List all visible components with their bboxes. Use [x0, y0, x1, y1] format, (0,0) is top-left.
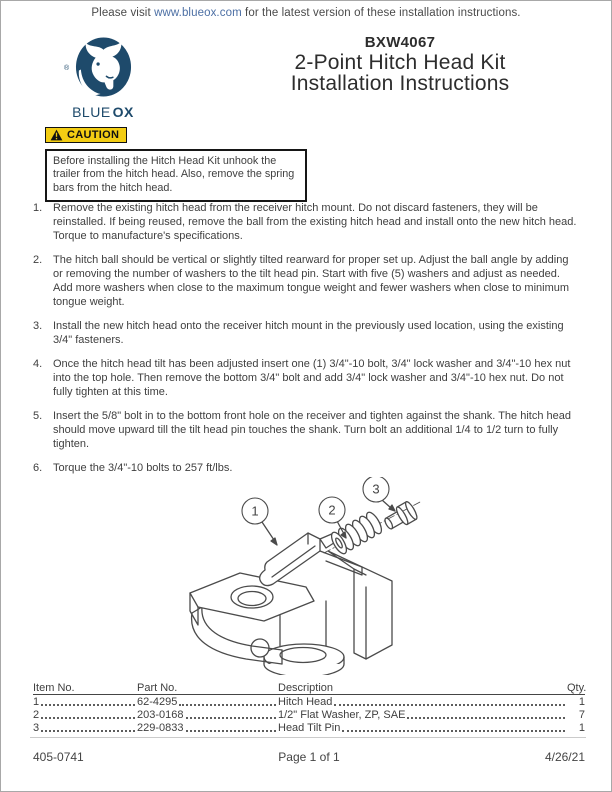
qty: 1 — [578, 696, 585, 708]
item-no: 2 — [33, 709, 40, 721]
dot-leader — [407, 717, 565, 719]
caution-text: Before installing the Hitch Head Kit unhook the trailer from the hitch head. Also, remove the spring bars from the hitch head. — [45, 149, 307, 203]
col-qty: Qty. — [567, 682, 587, 694]
dot-leader — [179, 704, 276, 706]
brand-ox: OX — [112, 104, 134, 120]
qty: 7 — [578, 709, 585, 721]
qty: 1 — [578, 722, 585, 734]
col-description: Description — [278, 682, 334, 694]
notice-prefix: Please visit — [91, 7, 155, 19]
step-text: Remove the existing hitch head from the receiver hitch mount. Do not discard fasteners, they will be reinstalled. If being reused, remove the ball from the existing hitch head and install onto the new hitch head. Torque to manufacture's specifications. — [53, 202, 577, 242]
title-block — [230, 34, 570, 93]
item-no: 1 — [33, 696, 40, 708]
caution-section — [45, 127, 307, 202]
dot-leader — [186, 717, 277, 719]
step-number: 3. — [33, 320, 43, 332]
bull-icon — [74, 37, 133, 98]
callout-1: 1 — [251, 503, 259, 519]
item-no: 3 — [33, 722, 40, 734]
step-number: 4. — [33, 358, 43, 370]
product-title: 2-Point Hitch Head Kit — [294, 51, 506, 74]
col-part-no: Part No. — [137, 682, 178, 694]
update-notice — [0, 7, 612, 19]
brand-wordmark — [72, 104, 134, 120]
part-no: 62-4295 — [137, 696, 178, 708]
step-text: Insert the 5/8" bolt in to the bottom front hole on the receiver and tighten against the shank. The hitch head should move upward till the tilt head pin touches the shank. Turn bolt an additional 1/4 to 1/2 turn to fully tighten. — [53, 410, 571, 450]
part-no: 203-0168 — [137, 709, 184, 721]
dot-leader — [334, 704, 565, 706]
parts-table-header — [33, 681, 585, 695]
dot-leader — [342, 730, 565, 732]
caution-header — [45, 127, 127, 143]
step-text: The hitch ball should be vertical or slightly tilted rearward for proper set up. Adjust the ball angle by adding or removing the number of washers to the tilt head pin. Start with five (5) washers and adjust as needed. Add more washers when close to the maximum tongue weight and fewer washers when close to minimum tongue weight. — [53, 254, 570, 308]
description: Hitch Head — [278, 696, 333, 708]
part-no: 229-0833 — [137, 722, 184, 734]
notice-suffix: for the latest version of these installation instructions. — [241, 7, 521, 19]
dot-leader — [41, 717, 135, 719]
blueox-link[interactable]: www.blueox.com — [154, 7, 242, 19]
blueox-logo — [64, 37, 134, 120]
brand-blue: BLUE — [72, 104, 111, 120]
table-row — [33, 695, 585, 708]
page-footer — [33, 750, 585, 764]
description: 1/2" Flat Washer, ZP, SAE — [278, 709, 406, 721]
step-number: 2. — [33, 254, 43, 266]
model-number: BXW4067 — [364, 34, 436, 51]
revision-date: 4/26/21 — [544, 750, 585, 764]
step-text: Once the hitch head tilt has been adjusted insert one (1) 3/4"-10 bolt, 3/4" lock washer and 3/4"-10 hex nut into the top hole. Then remove the bottom 3/4" bolt and add 3/4" lock washer and 3/4"-10 hex nut. Do not fully tighten at this time. — [53, 358, 571, 398]
instruction-steps — [33, 201, 579, 485]
footer-divider — [30, 737, 586, 738]
step-number: 5. — [33, 410, 43, 422]
caution-label: CAUTION — [67, 128, 120, 141]
col-item-no: Item No. — [33, 682, 75, 694]
parts-table — [33, 681, 585, 734]
callout-2: 2 — [328, 502, 336, 518]
step-2 — [33, 253, 579, 309]
step-3 — [33, 319, 579, 347]
step-number: 1. — [33, 202, 43, 214]
document-number: 405-0741 — [33, 750, 84, 764]
warning-triangle-icon — [50, 129, 63, 141]
dot-leader — [41, 704, 135, 706]
step-number: 6. — [33, 462, 43, 474]
hitch-head-drawing — [168, 477, 438, 675]
doc-type-title: Installation Instructions — [290, 72, 510, 95]
dot-leader — [41, 730, 135, 732]
step-1 — [33, 201, 579, 243]
dot-leader — [186, 730, 277, 732]
step-6 — [33, 461, 579, 475]
callout-3: 3 — [372, 481, 380, 497]
description: Head Tilt Pin — [278, 722, 341, 734]
registered-trademark: ® — [64, 65, 70, 72]
page-indicator: Page 1 of 1 — [278, 750, 340, 764]
step-text: Install the new hitch head onto the receiver hitch mount in the previously used location, using the existing 3/4" fasteners. — [53, 320, 564, 346]
step-text: Torque the 3/4"-10 bolts to 257 ft/lbs. — [53, 462, 233, 474]
table-row — [33, 721, 585, 734]
table-row — [33, 708, 585, 721]
step-4 — [33, 357, 579, 399]
step-5 — [33, 409, 579, 451]
exploded-view-diagram — [168, 477, 438, 675]
